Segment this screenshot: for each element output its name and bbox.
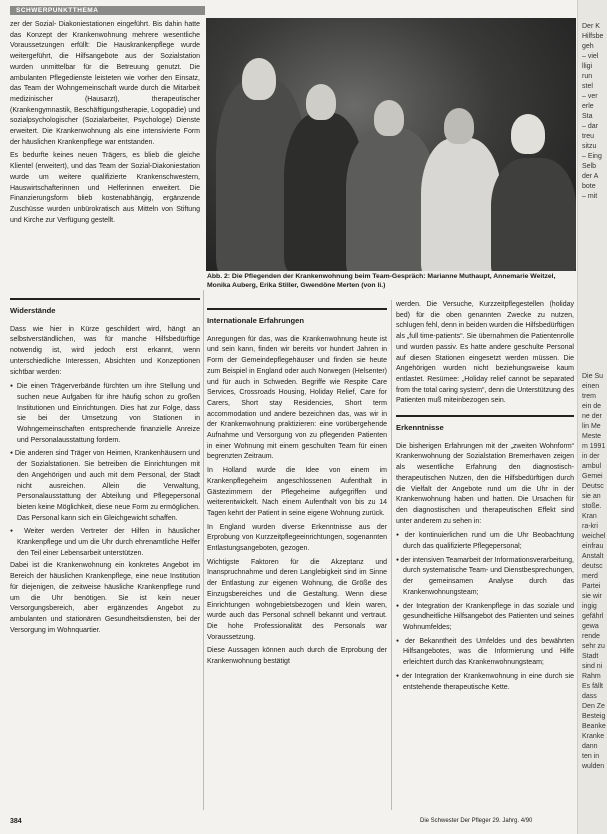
section-header: SCHWERPUNKTTHEMA (10, 6, 205, 15)
adjacent-text-fragment: Sta (582, 113, 593, 120)
adjacent-text-fragment: sitzu (582, 143, 597, 150)
adjacent-text-fragment: treu (582, 133, 595, 140)
adjacent-text-fragment: gefährl (582, 613, 604, 620)
adjacent-text-fragment: dann (582, 743, 598, 750)
list-item: ● Die einen Trägerverbände fürchten um ihre Stellung und suchen neue Aufgaben für ihre häufig schon zu großen Institutionen und Einrichtungen. Dies hat zur Folge, dass sie bei der Umsetzung von Stationen in Wohngemeinschaften entsprechende finanzielle Anreize und Personalausstattung fordern. (10, 381, 200, 446)
adjacent-text-fragment: merd (582, 573, 598, 580)
adjacent-text-fragment: dass (582, 693, 597, 700)
column-2 (207, 300, 387, 671)
paragraph: In Holland wurde die Idee von einem im Krankenpflegeheim angeschlossenen Aufenthalt in Gästezimmern der Pflegeheime aufgegriffen und weiterentwickelt. Nach einem Aufenthalt von bis zu 14 Tagen kehrt der Patient in seine eigene Wohnung zurück. (207, 467, 387, 517)
adjacent-text-fragment: ambul (582, 463, 602, 470)
list-item: ● der Integration der Krankenpflege in das soziale und gesundheitliche Hilfsangebot des Patienten und seines Wohnumfeldes; (396, 601, 574, 634)
adjacent-text-fragment: Gemei (582, 473, 603, 480)
adjacent-text-fragment: Beanke (582, 723, 606, 730)
adjacent-text-fragment: der A (582, 173, 599, 180)
adjacent-text-fragment: Kranke (582, 733, 605, 740)
list-item: ● Die anderen sind Träger von Heimen, Krankenhäusern und der Sozialstationen. Sie betreiben die Einrichtungen mit den Angehörigen und auch mit dem Personal, der Stadt nicht ausreichen. Allein die Verwaltung, Personalausstattung der Abteilung und Pflegepersonal bieten keine Möglichkeit, diese neue Form zu ermöglichen. Das Personal kann sich ein Gleichgewicht schaffen. (10, 448, 200, 524)
adjacent-text-fragment: – mit (582, 193, 598, 200)
heading-erkenntnisse: Erkenntnisse (396, 415, 574, 434)
adjacent-text-fragment: Rahm (582, 673, 601, 680)
adjacent-text-fragment: Kran (582, 513, 597, 520)
adjacent-text-fragment: – Eing (582, 153, 602, 160)
column-1-lower (10, 290, 200, 639)
adjacent-text-fragment: Es fällt (582, 683, 604, 690)
adjacent-text-fragment: Den Ze (582, 703, 605, 710)
adjacent-text-fragment: bote (582, 183, 596, 190)
adjacent-text-fragment: rende (582, 633, 600, 640)
adjacent-text-fragment: weichel (582, 533, 606, 540)
paragraph: Diese Aussagen können auch durch die Erprobung der Krankenwohnung bestätigt (207, 647, 387, 666)
paragraph: Dass wie hier in Kürze geschildert wird, hängt an selbstverständlichen, was für manche Hilfsbedürftige notwendig ist, wird jedoch erst erkannt, wenn unterschiedliche Interessen, Absichten und Konzeptionen sichtbar werden: (10, 325, 200, 376)
adjacent-text-fragment: gewa (582, 623, 599, 630)
adjacent-text-fragment: Stadt (582, 653, 599, 660)
adjacent-text-fragment: trem (582, 393, 596, 400)
adjacent-text-fragment: lin Me (582, 423, 601, 430)
adjacent-text-fragment: stel (582, 83, 593, 90)
adjacent-text-fragment: einfrau (582, 543, 604, 550)
adjacent-text-fragment: stoße. (582, 503, 602, 510)
adjacent-text-fragment: m 1991 (582, 443, 606, 450)
list-item: ● der intensiven Teamarbeit der Informationsverarbeitung, durch systematische Team- und Dienstbesprechungen, der gemeinsamen Analyse durch das Krankenwohnungsteam; (396, 555, 574, 599)
adjacent-text-fragment: sie an (582, 493, 601, 500)
list-item: ● der Integration der Krankenwohnung in eine durch sie entstehende therapeutische Kette. (396, 671, 574, 693)
adjacent-text-fragment: Selb (582, 163, 597, 170)
paragraph: Es bedurfte keines neuen Trägers, es blieb die gleiche Klientel (erweitert), und das Team der Sozial-Diakoniestation wurde um weitere qualifizierte Krankenschwestern, Hauswirtschafterinnen und Helferinnen erweitert. Die Finanzierungsform blieb kostenabhängig, ergänzende Zuschüsse wurden unbürokratisch aus Mitteln von Stiftung und Kirche zur Verfügung gestellt. (10, 152, 200, 224)
adjacent-text-fragment: Anstalt (582, 553, 604, 560)
adjacent-text-fragment: sind ni (582, 663, 603, 670)
adjacent-text-fragment: lligi (582, 63, 593, 70)
adjacent-text-fragment: Partei (582, 583, 601, 590)
adjacent-text-fragment: Deutsc (582, 483, 604, 490)
adjacent-text-fragment: Hilfsbe (582, 33, 604, 40)
adjacent-text-fragment: ne der (582, 413, 602, 420)
paragraph: werden. Die Versuche, Kurzzeitpflegestellen (holiday bed) für die oben genannten Zwecke zu nutzen, schlugen fehl, denn in beiden wurden die Hilfsbedürftigen als „full time-patients“. Sie übernahmen die Patientenrolle und wurden passiv. Es hatte andere geschulte Personal auf diesen Stationen eingesetzt werden müssen. Die Angehörigen wurden nicht beziehungsweise kaum entlastet. Resümee: „Holiday relief cannot be separated from the total caring system“, denn die Unterstützung des Patienten muß miteinbezogen sein. (396, 301, 574, 405)
adjacent-text-fragment: sehr zu (582, 643, 605, 650)
team-photo (206, 18, 576, 271)
paragraph: zer der Sozial- Diakoniestationen eingeführt. Bis dahin hatte das Konzept der Krankenwohnung mehrere wesentliche Voraussetzungen erfüllt: Die Hauskrankenpflege wurde weitergeführt, die Hilfsangebote aus der Sozialstation wurden unmittelbar für die Betreuung genutzt. Die ambulanten Pflegedienste leisteten wie vorher den Einsatz, das Team der Wohngemeinschaft wurde durch die Mitarbeit medizinischer (Hausarzt), therapeutischer (Krankengymnastik, Beschäftigungstherapie, Logopädie) und sozialpsychologischer (Sozialarbeiter, Psychologe) Dienste erweitert. Die Krankenwohnung als eine intensivierte Form der häuslichen Krankenpflege war entstanden. (10, 21, 200, 146)
adjacent-text-fragment: wulden (582, 763, 605, 770)
adjacent-page-edge (577, 0, 607, 834)
adjacent-text-fragment: – ver (582, 93, 598, 100)
adjacent-text-fragment: run (582, 73, 593, 80)
column-3 (396, 300, 574, 695)
bullet-list (396, 530, 574, 693)
paragraph: Wichtigste Faktoren für die Akzeptanz und Inanspruchnahme und deren Langlebigkeit sind im Sinne der Entlastung zur eigenen Wohnung, die Größe des Einzugsbereiches und die Gestaltung. Wenn diese Einrichtungen wohngebietsbezogen und klein waren, wurde auch das Personal schnell bekannt und vertraut. Die hohe Professionalität des Personals war Voraussetzung. (207, 558, 387, 641)
heading-internationale: Internationale Erfahrungen (207, 308, 387, 327)
heading-widerstaende: Widerstände (10, 298, 200, 317)
adjacent-text-fragment: – viel (582, 53, 599, 60)
page-number: 384 (10, 818, 22, 825)
adjacent-text-fragment: sie wir (582, 593, 602, 600)
adjacent-text-fragment: Der K (582, 23, 600, 30)
adjacent-text-fragment: Besteig (582, 713, 606, 720)
adjacent-text-fragment: deutsc (582, 563, 603, 570)
paragraph: In England wurden diverse Erkenntnisse aus der Erprobung von Kurzzeitpflegeeinrichtungen, sogenannten Entlastungsangeboten, gezogen. (207, 523, 387, 553)
adjacent-text-fragment: einen (582, 383, 600, 390)
footer-reference: Die Schwester Der Pfleger 29. Jahrg. 4/90 (420, 818, 533, 824)
adjacent-text-fragment: ra-kri (582, 523, 598, 530)
paragraph: Die bisherigen Erfahrungen mit der „zweiten Wohnform“ Krankenwohnung der Sozialstation Bremerhaven zeigen als wesentliche Erfahrung den diagnostisch-therapeutischen Nutzen, den die Hilfsbedürftigen durch die Vielfalt der Angebote rund um die Uhr in der Krankenwohnung haben und hatten. Die Ursachen für den diagnostischen und therapeutischen Effekt sind unter anderem zu sehen in: (396, 442, 574, 525)
adjacent-text-fragment: ein de (582, 403, 602, 410)
adjacent-text-fragment: in der (582, 453, 600, 460)
bullet-list (10, 381, 200, 559)
photo-caption: Abb. 2: Die Pflegenden der Krankenwohnung beim Team-Gespräch: Marianne Muthaupt, Annemarie Weitzel, Monika Auberg, Erika Stiller, Gwendöne Merten (von li.) (207, 273, 556, 289)
adjacent-text-fragment: geh (582, 43, 594, 50)
paragraph: Dabei ist die Krankenwohnung ein konkretes Angebot im Bereich der häuslichen Krankenpflege, eine neue Institution für diejenigen, die zeitweise häusliche Krankenpflege rund um die Uhr benötigen. Sie ist kein neuer Versorgungsbereich, aber ergänzendes Angebot zu ambulanten und stationären Gesundheitsdiensten, bei der Versorgung im Wohnquartier. (10, 562, 200, 634)
list-item: ● der kontinuierlichen rund um die Uhr Beobachtung durch das qualifizierte Pflegepersonal; (396, 530, 574, 552)
column-1-top (10, 20, 200, 229)
list-item: ● der Bekanntheit des Umfeldes und des bewährten Hilfsangebotes, was die Informierung und Hilfe erleichtert durch das Krankenwohnungsteam; (396, 636, 574, 669)
adjacent-text-fragment: – dar (582, 123, 598, 130)
paragraph: Anregungen für das, was die Krankenwohnung heute ist und sein kann, finden wir bereits vor hundert Jahren in Form der Gemeindepflegehäuser und finden sie heute zum Beispiel in England oder auch Norwegen (Helsenter) und für auch in Schweden. Begriffe wie Respite Care Services, Crossroads Housing, Holiday Relief, Care for Carers, Short stay Residencies, Short term accommodation und andere bezeichnen das, was wir in der Krankenwohnung praktizieren: eine vorübergehende Aufnahme und Versorgung von zu pflegenden Patienten in einer Wohnung mit einem geschulten Team für einen begrenzten Zeitraum. (207, 335, 387, 461)
adjacent-text-fragment: ten in (582, 753, 600, 760)
list-item: ● Weiter werden Vertreter der Hilfen in häuslicher Krankenpflege und um die Uhr durch ehrenamtliche Helfer den Teil einer Lebensarbeit unterstützen. (10, 526, 200, 559)
adjacent-text-fragment: ingig (582, 603, 597, 610)
adjacent-text-fragment: erle (582, 103, 594, 110)
adjacent-text-fragment: Meste (582, 433, 602, 440)
adjacent-text-fragment: Die Su (582, 373, 604, 380)
